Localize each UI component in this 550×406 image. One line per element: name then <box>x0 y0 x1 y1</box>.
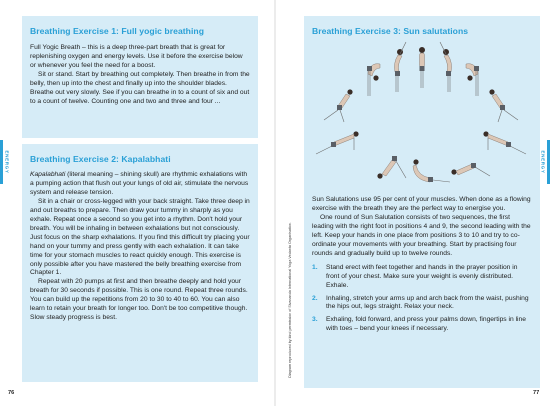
pose-10-lunge-figure <box>324 89 353 122</box>
step-item <box>312 264 532 291</box>
breathing-exercise-2-box <box>22 144 258 382</box>
pose-6-eight-point-figure <box>451 163 490 176</box>
step-number: 2. <box>312 294 318 302</box>
sun-salutation-body <box>304 196 540 338</box>
breathing-exercise-1-heading: Breathing Exercise 1: Full yogic breathing <box>30 26 205 36</box>
step-text: Stand erect with feet together and hands in the prayer position in front of your chest. Make sure your weight is evenly distributed. Exhale. <box>326 263 518 289</box>
breathing-exercise-1-body <box>22 44 258 107</box>
step-text: Inhaling, stretch your arms up and arch back from the waist, pushing the hips out, legs straight. Relax your neck. <box>326 294 529 311</box>
page-number-left: 76 <box>8 390 15 396</box>
paragraph <box>30 171 250 198</box>
paragraph: One round of Sun Salutation consists of two sequences, the first leading with the right foot in positions 4 and 9, the second leading with the left. Keep your hands in one place from positions 3 to 10 and try to co-ordinate your movements with your breathing. Start by practising four rounds and gradually build up to twelve rounds. <box>312 213 531 257</box>
section-label-left: ENERGY <box>4 150 10 174</box>
paragraph: Repeat with 20 pumps at first and then breathe deeply and hold your breath for 30 seconds if possible. This is one round. Repeat three rounds. You can build up the repetitions from 20 to 30 to 40 to 60. You can also learn to retain your breath for longer too. Don't be too competitive though. Slow steady progress is best. <box>30 278 248 322</box>
breathing-exercise-2-heading: Breathing Exercise 2: Kapalabhati <box>30 154 171 164</box>
illustration-credit: Diagram reproduced by kind permission of Sivananda International Yoga Vedanta Organisation. <box>288 222 292 378</box>
paragraph: Full Yogic Breath – this is a deep three-part breath that is great for replenishing oxygen and energy levels. Use it before the exercise below or whenever you feel the need for a boost. <box>30 44 243 69</box>
pose-1-prayer-figure <box>419 47 425 88</box>
pose-5-plank-figure <box>483 131 526 154</box>
pose-7-cobra-figure <box>413 159 450 182</box>
paragraph: Sit in a chair or cross-legged with your back straight. Take three deep in and out breaths to prepare. Then draw your tummy in sharply as you exhale. Repeat once a second so you get into a rhythm. Don't hold your breath. You will be inhaling in between exhalations but not consciously. Just focus on the sharp exhalations. If you find this difficult try placing your hand on your tummy and press gently with each exhalation. It can take time for your stomach muscles to react quickly enough. This exercise is only possible after you have mastered the belly breathing exercise from Chapter 1. <box>30 197 250 277</box>
step-item <box>312 295 532 313</box>
breathing-exercise-3-heading: Breathing Exercise 3: Sun salutations <box>312 26 469 36</box>
step-item <box>312 316 532 334</box>
term-kapalabhati: Kapalabhati <box>30 171 66 178</box>
step-number: 1. <box>312 263 318 271</box>
section-label-right: ENERGY <box>540 150 546 174</box>
paragraph: Sit or stand. Start by breathing out completely. Then breathe in from the belly, then up into the chest and finally up into the shoulder blades. Breathe out very slowly. See if you can breathe in to a count of six and out to a count of twelve. Counting one and two and three and four ... <box>30 70 250 105</box>
pose-9-plank-figure <box>316 131 359 154</box>
breathing-exercise-1-box <box>22 16 258 138</box>
sun-salutation-steps <box>312 264 532 335</box>
pose-2-arch-back-figure <box>440 42 452 92</box>
breathing-exercise-2-body <box>22 171 258 323</box>
pose-11-forward-fold-figure <box>367 64 380 96</box>
pose-8-downward-dog-figure <box>377 156 406 179</box>
page-number-right: 77 <box>533 390 540 396</box>
paragraph-text: (literal meaning – shining skull) are rhythmic exhalations with a pumping action that flush out your lungs of old air, stimulate the nervous system and release tension. <box>30 171 249 196</box>
pose-12-arch-back-figure <box>394 42 406 92</box>
pose-3-forward-fold-figure <box>466 64 479 96</box>
page-gutter <box>274 0 276 406</box>
step-number: 3. <box>312 316 318 324</box>
breathing-exercise-3-box <box>304 16 540 388</box>
pose-4-lunge-figure <box>489 89 518 122</box>
paragraph: Sun Salutations use 95 per cent of your muscles. When done as a flowing exercise with the breath they are the perfect way to energise you. <box>312 196 531 212</box>
step-text: Exhaling, fold forward, and press your palms down, fingertips in line with toes – bend your knees if necessary. <box>326 316 526 333</box>
sun-salutation-illustration <box>304 16 540 196</box>
section-tab-left <box>0 140 3 184</box>
